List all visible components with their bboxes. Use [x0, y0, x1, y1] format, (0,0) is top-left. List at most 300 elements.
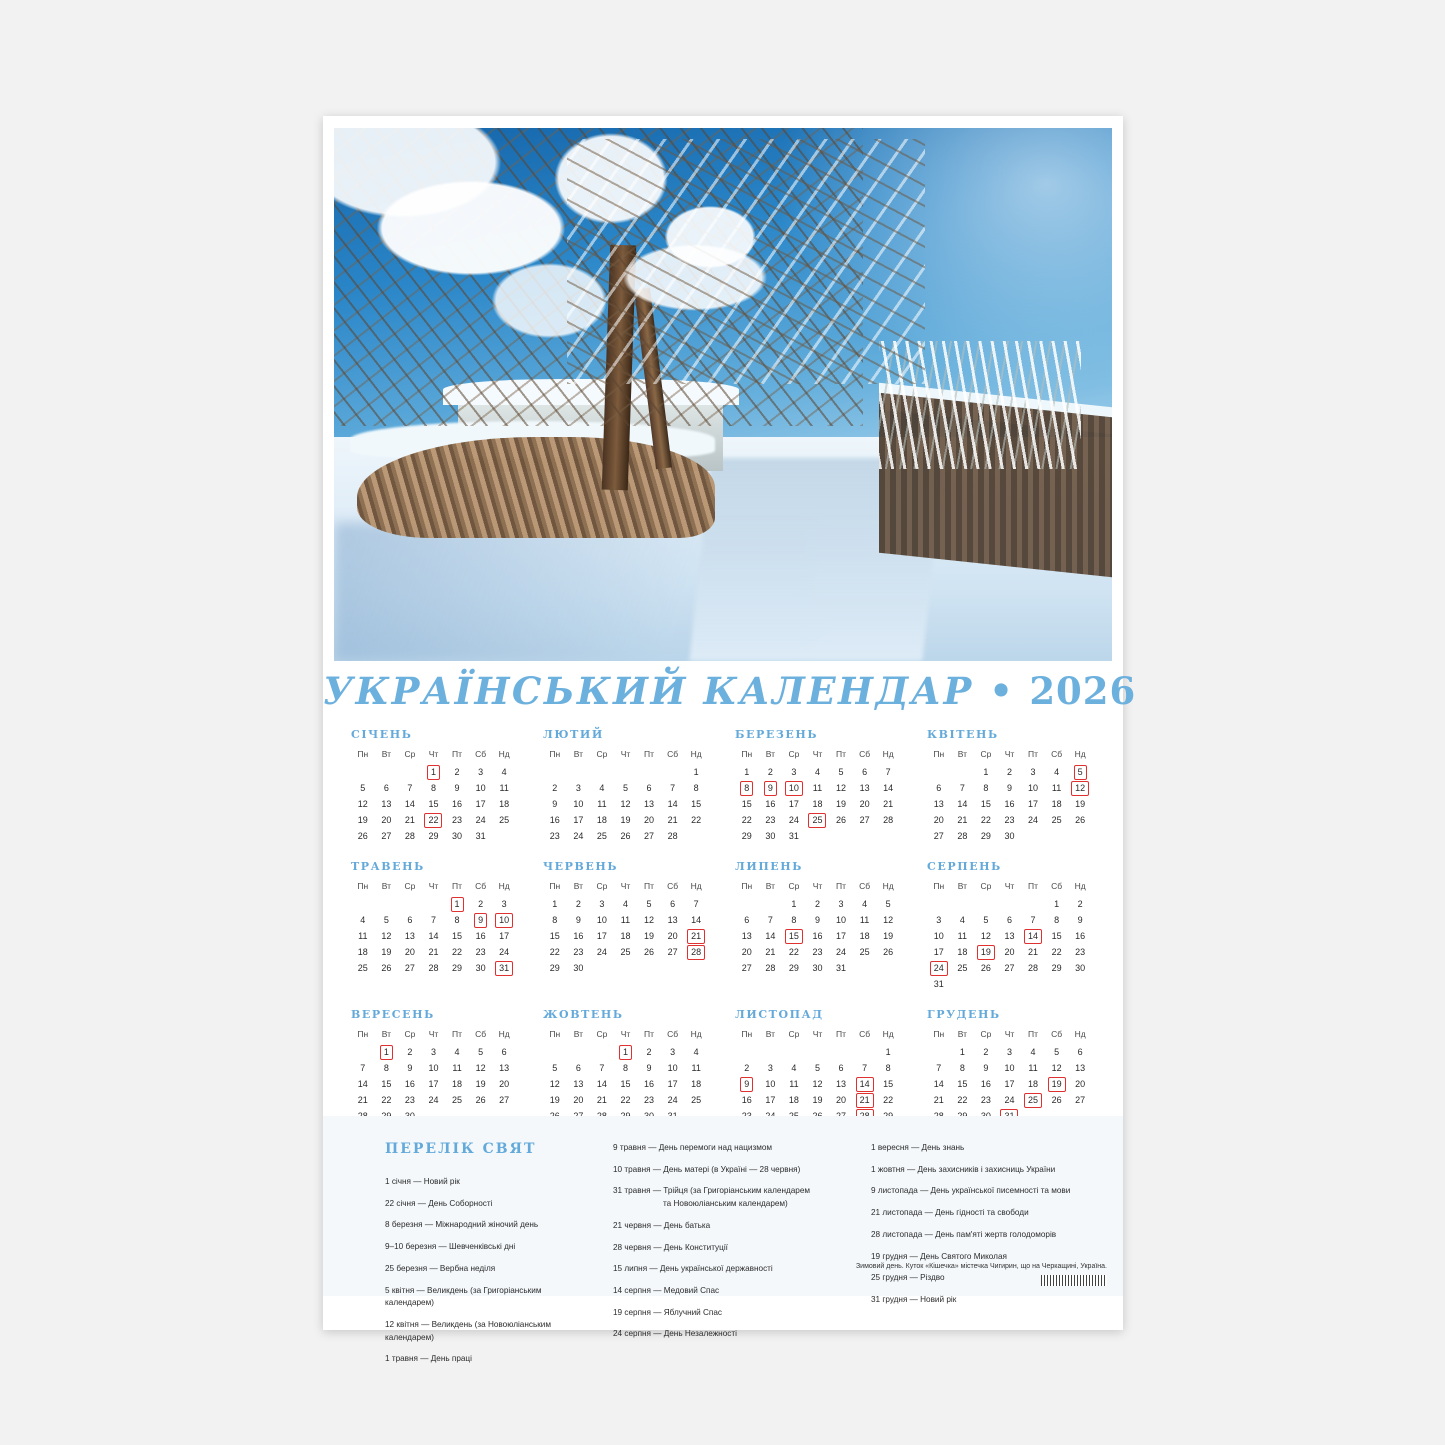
day-cell: 6: [575, 1063, 581, 1073]
day-cell-holiday: 5: [1068, 764, 1092, 780]
day-cell-empty: [590, 1044, 614, 1060]
day-cell: 13: [573, 1079, 584, 1089]
weekday-label: Ср: [404, 881, 416, 891]
day-cell: 15: [741, 799, 752, 809]
weekday-label: Чт: [1004, 881, 1015, 891]
day-cell-holiday: 31: [492, 960, 516, 976]
day-cell: 5: [383, 915, 389, 925]
day-cell: 21: [667, 815, 678, 825]
day-cell-holiday: 10: [782, 780, 806, 796]
day-cell: 29: [788, 963, 799, 973]
title-main: УКРАЇНСЬКИЙ КАЛЕНДАР: [323, 669, 974, 713]
day-cell-holiday: 14: [1021, 928, 1045, 944]
week-row: [543, 896, 708, 912]
weekday-label: Сб: [859, 881, 871, 891]
day-cell: 9: [575, 915, 581, 925]
day-cell: 24: [667, 1095, 678, 1105]
day-cell: 2: [1006, 767, 1012, 777]
day-cell-empty: [684, 960, 708, 976]
weekday-label: Нд: [882, 881, 894, 891]
day-cell: 13: [933, 799, 944, 809]
day-cell-empty: [1068, 828, 1092, 844]
day-cell: 5: [885, 899, 891, 909]
weekday-label: Сб: [1051, 1029, 1063, 1039]
day-cell-empty: [1045, 828, 1069, 844]
day-cell: 26: [357, 831, 368, 841]
week-row: [351, 912, 516, 928]
weekday-label: Вт: [381, 1029, 391, 1039]
day-cell: 7: [885, 767, 891, 777]
day-cell: 20: [644, 815, 655, 825]
month-table: [351, 746, 516, 844]
day-cell: 14: [765, 931, 776, 941]
day-cell: 13: [1075, 1063, 1086, 1073]
weekday-label: Вт: [957, 749, 967, 759]
day-cell: 3: [501, 899, 507, 909]
day-cell: 13: [381, 799, 392, 809]
weekday-header-row: [735, 746, 900, 764]
day-cell-empty: [661, 960, 685, 976]
day-cell: 22: [957, 1095, 968, 1105]
day-cell: 1: [1054, 899, 1060, 909]
day-cell: 16: [475, 931, 486, 941]
day-cell: 4: [959, 915, 965, 925]
day-cell: 12: [1051, 1063, 1062, 1073]
week-row: [543, 796, 708, 812]
day-cell-holiday: 28: [684, 944, 708, 960]
row-spacer: [339, 844, 1107, 860]
day-cell: 12: [836, 783, 847, 793]
weekday-header-row: [927, 878, 1092, 896]
day-cell-empty: [927, 764, 951, 780]
day-cell: 4: [599, 783, 605, 793]
day-cell: 6: [862, 767, 868, 777]
day-cell: 10: [428, 1063, 439, 1073]
day-cell: 7: [767, 915, 773, 925]
holiday-item: 22 січня — День Соборності: [385, 1198, 493, 1208]
day-cell: 9: [407, 1063, 413, 1073]
day-cell: 21: [404, 815, 415, 825]
week-row: [735, 1060, 900, 1076]
day-cell: 19: [644, 931, 655, 941]
day-cell: 18: [620, 931, 631, 941]
weekday-label: Вт: [573, 749, 583, 759]
week-row: [543, 944, 708, 960]
day-cell: 23: [980, 1095, 991, 1105]
weekday-label: Сб: [475, 881, 487, 891]
day-cell: 4: [1054, 767, 1060, 777]
day-cell: 1: [552, 899, 558, 909]
week-row: [927, 780, 1092, 796]
holidays-column-2: [613, 1142, 838, 1350]
day-cell: 31: [933, 979, 944, 989]
weekday-label: Пт: [452, 749, 463, 759]
day-cell: 25: [957, 963, 968, 973]
day-cell: 12: [357, 799, 368, 809]
holiday-item: 1 січня — Новий рік: [385, 1177, 460, 1186]
day-cell: 6: [646, 783, 652, 793]
month-table: [735, 746, 900, 844]
day-cell: 20: [933, 815, 944, 825]
day-cell-empty: [375, 764, 399, 780]
weekday-label: Пт: [1028, 1029, 1039, 1039]
weekday-label: Вт: [381, 749, 391, 759]
day-cell: 22: [980, 815, 991, 825]
day-cell-empty: [876, 828, 900, 844]
day-cell: 6: [1006, 915, 1012, 925]
weekday-label: Пт: [644, 1029, 655, 1039]
day-cell: 9: [454, 783, 460, 793]
week-row: [927, 1060, 1092, 1076]
day-cell: 29: [741, 831, 752, 841]
day-cell: 3: [1030, 767, 1036, 777]
holiday-item: 15 липня — День української державності: [613, 1264, 773, 1274]
day-cell: 4: [1030, 1047, 1036, 1057]
day-cell: 20: [1075, 1079, 1086, 1089]
day-cell: 10: [836, 915, 847, 925]
weekday-label: Чт: [428, 881, 439, 891]
day-cell-holiday: 21: [684, 928, 708, 944]
weekday-label: Вт: [957, 881, 967, 891]
week-row: [351, 796, 516, 812]
day-cell: 23: [812, 947, 823, 957]
day-cell-empty: [492, 828, 516, 844]
day-cell: 12: [475, 1063, 486, 1073]
day-cell: 15: [1051, 931, 1062, 941]
day-cell: 19: [1075, 799, 1086, 809]
day-cell: 13: [1004, 931, 1015, 941]
weekday-label: Сб: [1051, 881, 1063, 891]
day-cell: 15: [620, 1079, 631, 1089]
day-cell-holiday: 1: [375, 1044, 399, 1060]
holidays-section: [323, 1116, 1123, 1364]
day-cell: 7: [959, 783, 965, 793]
day-cell: 11: [1051, 783, 1062, 793]
day-cell: 27: [644, 831, 655, 841]
day-cell: 16: [765, 799, 776, 809]
day-cell-empty: [375, 896, 399, 912]
day-cell: 22: [620, 1095, 631, 1105]
day-cell: 12: [381, 931, 392, 941]
day-cell: 2: [983, 1047, 989, 1057]
month-name: ЖОВТЕНЬ: [543, 1008, 624, 1021]
day-cell-empty: [1021, 828, 1045, 844]
day-cell: 16: [549, 815, 560, 825]
day-cell: 22: [883, 1095, 894, 1105]
day-cell-empty: [351, 764, 375, 780]
weekday-label: Пн: [549, 881, 561, 891]
weekday-label: Нд: [882, 1029, 894, 1039]
month-name: ГРУДЕНЬ: [927, 1008, 1001, 1021]
day-cell: 23: [1004, 815, 1015, 825]
week-row: [543, 828, 708, 844]
day-cell: 30: [475, 963, 486, 973]
day-cell: 21: [357, 1095, 368, 1105]
month-name: ВЕРЕСЕНЬ: [351, 1008, 435, 1021]
day-cell-holiday: 9: [735, 1076, 759, 1092]
day-cell-holiday: 24: [927, 960, 951, 976]
day-cell: 20: [1004, 947, 1015, 957]
months-grid: [339, 728, 1107, 1156]
day-cell: 22: [381, 1095, 392, 1105]
week-row: [351, 764, 516, 780]
month-block: [723, 860, 915, 992]
day-cell: 16: [741, 1095, 752, 1105]
week-row: [927, 944, 1092, 960]
day-cell-empty: [974, 896, 998, 912]
weekday-label: Ср: [404, 749, 416, 759]
day-cell: 5: [838, 767, 844, 777]
month-table: [927, 1026, 1092, 1124]
weekday-label: Сб: [859, 749, 871, 759]
month-name: БЕРЕЗЕНЬ: [735, 728, 819, 741]
weekday-label: Нд: [1074, 1029, 1086, 1039]
day-cell: 15: [452, 931, 463, 941]
day-cell: 6: [838, 1063, 844, 1073]
day-cell: 11: [358, 931, 368, 941]
day-cell-holiday: 25: [806, 812, 830, 828]
day-cell: 4: [791, 1063, 797, 1073]
day-cell: 30: [812, 963, 823, 973]
day-cell: 4: [454, 1047, 460, 1057]
day-cell: 2: [767, 767, 773, 777]
day-cell: 22: [452, 947, 463, 957]
day-cell: 3: [478, 767, 484, 777]
day-cell-empty: [637, 764, 661, 780]
day-cell: 26: [381, 963, 392, 973]
day-cell: 8: [959, 1063, 965, 1073]
day-cell: 14: [596, 1079, 607, 1089]
day-cell-empty: [351, 1044, 375, 1060]
months-row: [339, 728, 1107, 844]
day-cell: 24: [428, 1095, 439, 1105]
day-cell-empty: [876, 960, 900, 976]
day-cell: 10: [933, 931, 944, 941]
day-cell: 9: [983, 1063, 989, 1073]
weekday-label: Чт: [428, 1029, 439, 1039]
day-cell: 12: [644, 915, 655, 925]
day-cell: 20: [404, 947, 415, 957]
day-cell-holiday: 1: [445, 896, 469, 912]
holiday-item: 12 квітня — Великдень (за Новоюліанським календарем): [385, 1319, 552, 1342]
day-cell: 6: [1077, 1047, 1083, 1057]
day-cell: 14: [883, 783, 894, 793]
day-cell: 3: [791, 767, 797, 777]
week-row: [735, 812, 900, 828]
weekday-label: Пт: [836, 881, 847, 891]
barcode: [1041, 1275, 1107, 1286]
day-cell-empty: [567, 1044, 591, 1060]
day-cell: 5: [1054, 1047, 1060, 1057]
day-cell: 25: [1051, 815, 1062, 825]
day-cell-empty: [998, 976, 1022, 992]
week-row: [351, 828, 516, 844]
day-cell: 30: [1004, 831, 1015, 841]
day-cell: 5: [360, 783, 366, 793]
day-cell: 8: [383, 1063, 389, 1073]
day-cell: 9: [814, 915, 820, 925]
weekday-label: Нд: [690, 1029, 702, 1039]
day-cell-empty: [543, 1044, 567, 1060]
day-cell-empty: [590, 764, 614, 780]
day-cell: 20: [573, 1095, 584, 1105]
day-cell-empty: [684, 828, 708, 844]
day-cell-empty: [1045, 976, 1069, 992]
day-cell: 13: [644, 799, 655, 809]
day-cell: 5: [478, 1047, 484, 1057]
weekday-label: Ср: [788, 1029, 800, 1039]
week-row: [351, 896, 516, 912]
day-cell: 17: [428, 1079, 439, 1089]
month-table: [351, 878, 516, 976]
title-separator: •: [989, 669, 1014, 713]
day-cell: 31: [475, 831, 486, 841]
day-cell: 11: [499, 783, 509, 793]
weekday-label: Пт: [644, 881, 655, 891]
day-cell: 15: [980, 799, 991, 809]
day-cell: 5: [622, 783, 628, 793]
holiday-item: 21 червня — День батька: [613, 1220, 711, 1230]
week-row: [735, 944, 900, 960]
day-cell: 6: [383, 783, 389, 793]
day-cell: 22: [691, 815, 702, 825]
holiday-item: 10 травня — День матері (в Україні — 28 червня): [613, 1164, 801, 1174]
day-cell: 18: [452, 1079, 463, 1089]
day-cell-empty: [614, 764, 638, 780]
day-cell: 28: [667, 831, 678, 841]
day-cell: 27: [381, 831, 392, 841]
day-cell: 20: [381, 815, 392, 825]
day-cell: 15: [428, 799, 439, 809]
day-cell: 16: [980, 1079, 991, 1089]
weekday-header-row: [351, 878, 516, 896]
day-cell: 10: [667, 1063, 678, 1073]
day-cell-holiday: 21: [853, 1092, 877, 1108]
day-cell: 25: [596, 831, 607, 841]
day-cell: 15: [883, 1079, 894, 1089]
week-row: [927, 960, 1092, 976]
day-cell: 3: [430, 1047, 436, 1057]
weekday-label: Пн: [357, 881, 369, 891]
weekday-label: Чт: [1004, 1029, 1015, 1039]
week-row: [735, 1076, 900, 1092]
day-cell: 16: [1004, 799, 1015, 809]
day-cell: 13: [859, 783, 870, 793]
weekday-label: Пт: [836, 1029, 847, 1039]
week-row: [735, 1044, 900, 1060]
day-cell: 15: [381, 1079, 392, 1089]
day-cell: 29: [1051, 963, 1062, 973]
week-row: [351, 960, 516, 976]
holiday-item: 14 серпня — Медовий Спас: [613, 1285, 720, 1295]
day-cell: 11: [452, 1063, 462, 1073]
day-cell-empty: [806, 1044, 830, 1060]
day-cell: 8: [983, 783, 989, 793]
month-table: [927, 878, 1092, 992]
weekday-label: Ср: [980, 1029, 992, 1039]
day-cell: 25: [620, 947, 631, 957]
day-cell-empty: [422, 896, 446, 912]
day-cell: 23: [765, 815, 776, 825]
holiday-item: 19 грудня — День Святого Миколая: [871, 1251, 1007, 1261]
month-block: [339, 860, 531, 992]
day-cell: 19: [836, 799, 847, 809]
holidays-column-3: [871, 1142, 1116, 1316]
day-cell: 23: [1075, 947, 1086, 957]
weekday-label: Вт: [957, 1029, 967, 1039]
holiday-item: 28 листопада — День пам'яті жертв голодоморів: [871, 1229, 1057, 1239]
day-cell: 11: [789, 1079, 799, 1089]
day-cell: 28: [957, 831, 968, 841]
day-cell: 9: [1006, 783, 1012, 793]
day-cell: 2: [575, 899, 581, 909]
weekday-label: Чт: [1004, 749, 1015, 759]
week-row: [351, 780, 516, 796]
weekday-label: Ср: [788, 881, 800, 891]
day-cell: 24: [1004, 1095, 1015, 1105]
day-cell: 25: [859, 947, 870, 957]
day-cell: 3: [767, 1063, 773, 1073]
day-cell: 2: [478, 899, 484, 909]
day-cell: 2: [744, 1063, 750, 1073]
week-row: [543, 1044, 708, 1060]
week-row: [927, 1076, 1092, 1092]
day-cell: 20: [859, 799, 870, 809]
day-cell: 14: [667, 799, 678, 809]
day-cell: 8: [430, 783, 436, 793]
day-cell: 11: [620, 915, 631, 925]
day-cell: 30: [452, 831, 463, 841]
week-row: [543, 960, 708, 976]
day-cell: 13: [499, 1063, 510, 1073]
day-cell: 26: [1075, 815, 1086, 825]
day-cell-empty: [853, 1044, 877, 1060]
day-cell: 12: [620, 799, 631, 809]
weekday-label: Вт: [765, 881, 775, 891]
weekday-label: Пн: [357, 1029, 369, 1039]
month-name: КВІТЕНЬ: [927, 728, 999, 741]
day-cell: 13: [836, 1079, 847, 1089]
day-cell-empty: [951, 976, 975, 992]
day-cell: 14: [933, 1079, 944, 1089]
page-title: [323, 669, 1137, 713]
day-cell: 31: [836, 963, 847, 973]
day-cell: 8: [885, 1063, 891, 1073]
day-cell: 26: [980, 963, 991, 973]
day-cell: 15: [549, 931, 560, 941]
weekday-label: Нд: [1074, 881, 1086, 891]
day-cell: 17: [933, 947, 944, 957]
day-cell: 3: [936, 915, 942, 925]
day-cell-empty: [759, 1044, 783, 1060]
day-cell: 18: [812, 799, 823, 809]
day-cell: 28: [428, 963, 439, 973]
day-cell: 20: [667, 931, 678, 941]
day-cell: 19: [620, 815, 631, 825]
day-cell: 24: [1028, 815, 1039, 825]
weekday-header-row: [351, 1026, 516, 1044]
day-cell: 4: [862, 899, 868, 909]
day-cell-empty: [1068, 976, 1092, 992]
week-row: [543, 780, 708, 796]
day-cell: 18: [788, 1095, 799, 1105]
week-row: [927, 828, 1092, 844]
weekday-label: Пт: [452, 1029, 463, 1039]
week-row: [351, 1092, 516, 1108]
day-cell-holiday: 9: [469, 912, 493, 928]
day-cell: 9: [1077, 915, 1083, 925]
week-row: [735, 796, 900, 812]
